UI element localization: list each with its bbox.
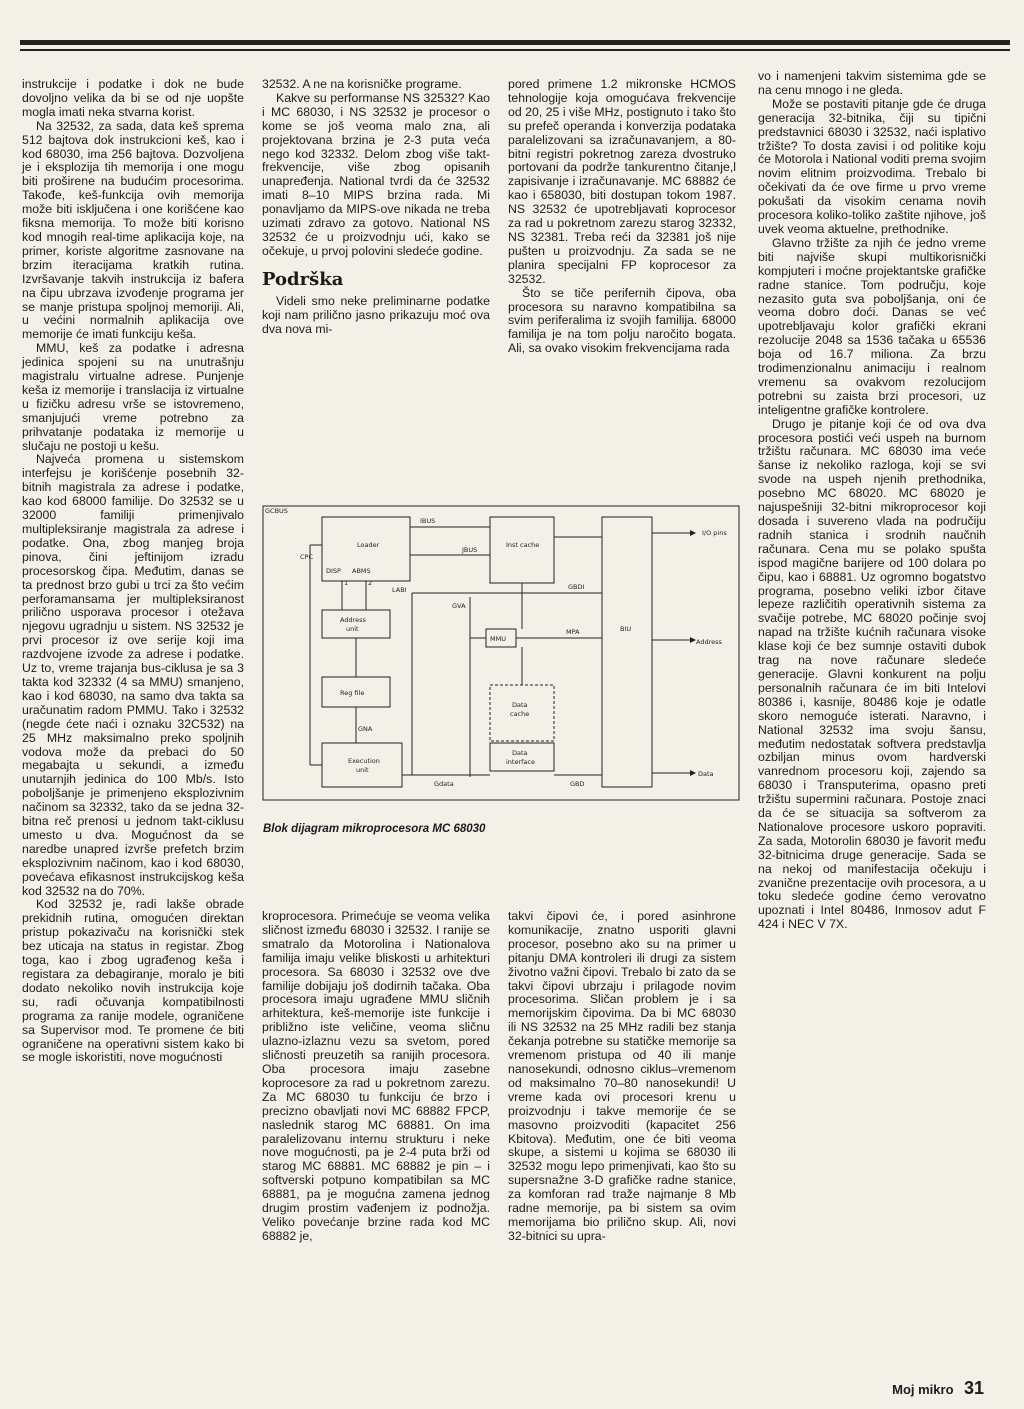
label-biu: BIU	[620, 625, 632, 633]
label-mmu: MMU	[490, 635, 506, 643]
column-2-top	[262, 78, 490, 336]
label-1: 1	[344, 579, 349, 587]
label-gbdi: GBDI	[568, 583, 585, 591]
biu-box	[602, 517, 652, 787]
label-gcbus: GCBUS	[265, 507, 288, 515]
label-data-interface-1: Data	[512, 749, 528, 757]
col3-bottom-paragraph: takvi čipovi će, i pored asinhrone komunikacije, znatno usporiti glavni procesor, posebno ako su na primer u pitanju DMA kontroleri ili drugi za sistem životno važni čipovi. Trebalo bi zato da se takvi čipovi ubrzaju i prilagode novim procesorima. Sličan problem je i sa memorijskim čipovima. Da bi MC 68030 ili NS 32532 na 25 MHz radili bez stanja čekanja potrebne su statičke memorije sa vremenom pristupa od 40 ili manje nanosekundi, odnosno ciklus–vremenom od maksimalno 70–80 nanosekundi! U vreme kada ovi procesori krenu u proizvodnju i takve memorije će se masovno proizvoditi (kapacitet 256 Kbitova). Međutim, one će biti veoma skupe, a sistemi u kojima se 68030 ili 32532 mogu lepo primenjivati, kao što su supersnažne 3-D grafičke radne stanice, za komforan rad traže najmanje 8 Mb radne memorije, pa bi sistem sa ovim memorijama bio prilično skup. Ali, novi 32-bitnici su upra-	[508, 909, 736, 1243]
figure-caption: Blok dijagram mikroprocesora MC 68030	[263, 823, 486, 835]
label-data-interface-2: interface	[506, 758, 535, 766]
label-cpc: CPC	[300, 553, 313, 561]
label-labi: LABI	[392, 586, 407, 594]
label-gdata: Gdata	[434, 780, 454, 788]
diagram-frame	[263, 506, 739, 800]
label-mpa: MPA	[566, 628, 580, 636]
col2-paragraph: Kakve su performanse NS 32532? Kao i MC 68030, i NS 32532 je procesor o kome se još veoma malo zna, ali projektovana brzina je 2-3 puta veća nego kod 32332. Delom zbog više takt-frekvencije, više zbog opisanih unapređenja. National tvrdi da će 32532 imati 8–10 MIPS brzina rada. Mi ponavljamo da MIPS-ove nikada ne treba uzimati zdravo za gotovo. National NS 32532 će u proizvodnju ući, kako se očekuje, u prvoj polovini sledeće godine.	[262, 90, 490, 258]
col2-bottom-paragraph: kroprocesora. Primećuje se veoma velika sličnost između 68030 i 32532. I ranije se smatralo da Motorolina i Nationalova familija imaju velike bliskosti u arhitekturi procesora. Sa 68030 i 32532 ove dve familije dobijaju još dodirnih tačaka. Oba procesora imaju ugrađene MMU sličnih arhitektura, keš-memorije iste funkcije i približno iste veličine, veoma sličnu ulazno-izlaznu vezu sa svetom, pored sličnosti preuzetih sa ranijih procesora. Oba procesora imaju zasebne koprocesore za rad u pokretnom zarezu. Za MC 68030 tu funkciju će brzo i precizno obavljati novi MC 68882 FPCP, naslednik starog MC 68881. On ima paralelizovanu internu strukturu i neke nove mogućnosti, pa je 2-4 puta brži od starog MC 68881. MC 68882 je pin – i softverski potpuno kompatibilan sa MC 68881, pa je mogućna zamena jednog drugim prostim vađenjem iz podnožja. Veliko povećanje brzine rada kod MC 68882 je,	[262, 909, 490, 1243]
col4-paragraph: vo i namenjeni takvim sistemima gde se na cenu mnogo i ne gleda.	[758, 69, 986, 97]
section-heading: Podrška	[262, 268, 344, 290]
page-number: 31	[963, 1378, 984, 1398]
col1-paragraph: Na 32532, za sada, data keš sprema 512 bajtova dok instrukcioni keš, kao i kod 68030, ima 256 bajtova. Dozvoljena je i eksplozija tih memorija i one mogu biti proširene na budućim procesorima. Takođe, keš-funkcija ovih memorija može biti isključena i one korišćene kao fiksna memorija. To može biti korisno kod mnogih real-time aplikacija koje, na primer, koriste algoritme zasnovane na brzim iteracijama kratkih rutina. Izvršavanje takvih instrukcija iz bafera na čipu ubrzava izvođenje programa jer se manje pristupa spoljnoj memoriji. Ali, u većini normalnih aplikacija ove memorije će imati funkciju keša.	[22, 118, 244, 342]
address-unit-box	[322, 610, 390, 638]
header-rule-thick	[20, 40, 1010, 45]
label-reg-file: Reg file	[340, 689, 365, 697]
label-io-pins: I/O pins	[702, 529, 727, 537]
inst-cache-box	[490, 517, 554, 583]
label-inst-cache: Inst cache	[506, 541, 540, 549]
label-address-unit-2: unit	[346, 625, 359, 633]
magazine-name: Moj mikro	[892, 1382, 954, 1397]
execution-unit-box	[322, 743, 402, 787]
label-loader: Loader	[357, 541, 380, 549]
label-exec-unit-2: unit	[356, 766, 369, 774]
label-gna: GNA	[358, 725, 373, 733]
col1-paragraph: MMU, keš za podatke i adresna jedinica spojeni su na unutrašnju magistralu virtualne adrese. Punjenje keša iz memorije i translacija iz virtualne u fizičku adresu vrše se istovremeno, smanjujući vreme potrebno za prihvatanje podataka iz memorije u slučaju ne postoji u kešu.	[22, 341, 244, 453]
label-gva: GVA	[452, 602, 466, 610]
column-4	[758, 70, 986, 932]
label-ibus: IBUS	[420, 517, 436, 525]
label-abms: ABMS	[352, 567, 371, 575]
header-rule-thin	[20, 49, 1010, 51]
label-2: 2	[368, 579, 373, 587]
label-address: Address	[696, 638, 722, 646]
column-2-bottom	[262, 910, 490, 1244]
col2-paragraph: 32532. A ne na korisničke programe.	[262, 77, 462, 91]
col1-paragraph: Najveća promena u sistemskom interfejsu je korišćenje posebnih 32-bitnih magistrala za adrese i podatke, kao kod 68000 familije. Do 32532 se u 32000 familiji primenjivalo multipleksiranje magistrala za adrese i podatke. Ona, zbog manjeg broja pinova, čini jeftinijom izradu procesorskog čipa. Međutim, danas se ta prednost brzo gubi u trci za što većim perforamansama jer multipleksiranost prilično usporava procesor i otežava njegovu ugradnju u sistem. NS 32532 je prvi procesor iz ove serije koji ima razdvojene izvode za adrese i podatke. Uz to, vreme trajanja bus-ciklusa je sa 3 takta kod 32332 (4 sa MMU) smanjeno, kao i kod 68030, na samo dva takta sa uračunatim radom PMMU. Tako i 32532 (negde ćete naći i oznaku 32C532) na 25 MHz maksimalno preko spoljnih vodova može da prebaci do 50 megabajta u sekundi, a između unutarnjih jedinica do 100 Mb/s. Isto poboljšanje je primenjeno eksplozivnim načinom sa 32332, tako da se jedna 32-bitna reč prenosi u jednom takt-ciklusu umesto u dva. Mogućnost da se naredbe unapred izvrše prefetch brzim eksplozivnim načinom, kao i kod 68030, povećava efikasnost instrukcijskog keša kod 32532 na do 70%.	[22, 452, 244, 898]
col4-paragraph: Glavno tržište za njih će jedno vreme biti najviše skupi multikorisnički kompjuteri i moćne projektantske grafičke radne stanice. Tom području, koje nezasito guta sva poboljšanja, oni će veoma dobro doći. Danas se već upotrebljavaju kolor grafički ekrani rezolucije 2048 sa 1536 tačaka u 65536 boja od 16.7 miliona. Za brzu trodimenzionalnu animaciju i realnom vremenu sa ovakvom rezolucijom potrebni su zaista brzi procesori, uz inteligentne grafičke kontrolere.	[758, 235, 986, 417]
col2-paragraph: Videli smo neke preliminarne podatke koji nam prilično jasno prikazuju moć ova dva nova mi-	[262, 293, 490, 336]
col4-paragraph: Drugo je pitanje koji će od ova dva procesora postići veći uspeh na burnom tržištu računara. MC 68030 ima veće šanse iz nekoliko razloga, koji se svi svode na uspeh njenih prethodnika, posebno MC 68020. MC 68020 je najuspešniji 32-bitni mikroprocesor koji dosada i suvereno vlada na područiju radnih stanica i srodnih naučnih računara. Cena mu se polako spušta ispod magične barijere od 100 dolara po čipu, kao i 68881. Uz ogromno bogatstvo programa, posebno veliki izbor čitave lepeze različitih operativnih sistema za svačije potrebe, MC 68020 počinje svoj napad na tržište kućnih računara visoke klase koji će bez sumnje ostaviti dubok trag na nove računare sledeće generacije. Glavni konkurent na polju personalnih računara će im biti Intelovi 80386 i, kasnije, 80486 koje je odatle skoro nemoguće isterati. Naravno, i National 32532 ima svoju šansu, međutim nedostatak softvera predstavlja ozbiljan minus ovom hardverski vanrednom procesoru koji, zajendo sa 68030 i Transputerima, opasno preti tržištu supermini računara. Postoje znaci da će se situacija sa softverom za Nationalove procesore uskoro popraviti. Za sada, Motorolin 68030 je favorit među 32-bitnicima druge generacije. Sada se na nekoj od manifestacija očekuju i zvanične prezentacije ovih procesora, a u toku sledeće godine ćemo verovatno upoznati i Intel 80486, Inmosov adut F 424 i NEC V 7X.	[758, 416, 986, 932]
col4-paragraph: Može se postaviti pitanje gde će druga generacija 32-bitnika, čiji su tipični predstavnici 68030 i 32532, naći isplativo tržište? To dosta zavisi i od politike koju će Motorola i National voditi prema svojim novim elitnim proizvodima. Trebalo bi očekivati da će ove firme u prvo vreme pokušati da visokim cenama novih procesora koliko-toliko zaštite njihove, još uvek veoma aktuelne, prethodnike.	[758, 96, 986, 236]
label-jbus: JBUS	[462, 546, 478, 554]
label-address-unit-1: Address	[340, 616, 366, 624]
column-3-top	[508, 78, 736, 356]
page-footer	[892, 1378, 984, 1399]
label-data: Data	[698, 770, 714, 778]
col1-paragraph: Kod 32532 je, radi lakše obrade prekidnih rutina, omogućen direktan pristup pokazivaču na korisnički stek bez uticaja na status in registar. Zbog toga, kao i zbog ugrađenog keša i registara za debagiranje, moralo je biti dodato nekoliko novih instrukcija koje su, radi očuvanja kompatibilnosti programa za ranije modele, ograničene sa Supervisor mod. Te promene će biti ograničene na operativni sistem kako bi se mogle iskoristiti, nove mogućnosti	[22, 897, 244, 1065]
label-gbd: GBD	[570, 780, 585, 788]
block-diagram-svg	[262, 505, 742, 810]
col3-paragraph: pored primene 1.2 mikronske HCMOS tehnologije koja omogućava frekvencije od 20, 25 i više MHz, postignuto i tako što su prefeč operanda i konverzija podataka paralelizovani sa izračunavanjem, a 80-bitni registri pokretnog zareza dvostruko portovani da podrže tankurentno čitanje,l zapisivanje i izračunavanje. MC 68882 će kao i 658030, biti dostupan tokom 1987. NS 32532 će upotrebljavati koprocesor za rad u pokretnom zarezu starog 32332, NS 32381. Treba reći da 32381 još nije pušten u proizvodnju. Za sada se ne planira specijalni FP koprocesor za 32532.	[508, 77, 736, 286]
column-3-bottom	[508, 910, 736, 1244]
column-1	[22, 78, 244, 1065]
block-diagram	[262, 505, 742, 810]
col1-paragraph: instrukcije i podatke i dok ne bude dovoljno velika da bi se od nje uopšte mogla imati neka stvarna korist.	[22, 77, 244, 119]
label-exec-unit-1: Execution	[348, 757, 380, 765]
label-data-cache-1: Data	[512, 701, 528, 709]
label-disp: DISP	[326, 567, 341, 575]
data-interface-box	[490, 743, 554, 771]
label-data-cache-2: cache	[510, 710, 530, 718]
col3-paragraph: Što se tiče perifernih čipova, oba procesora su naravno kompatibilna sa svim periferalima iz svojih familija. 68000 familija je na tom polju naročito bogata. Ali, sa ovako visokim frekvencijama rada	[508, 285, 736, 356]
